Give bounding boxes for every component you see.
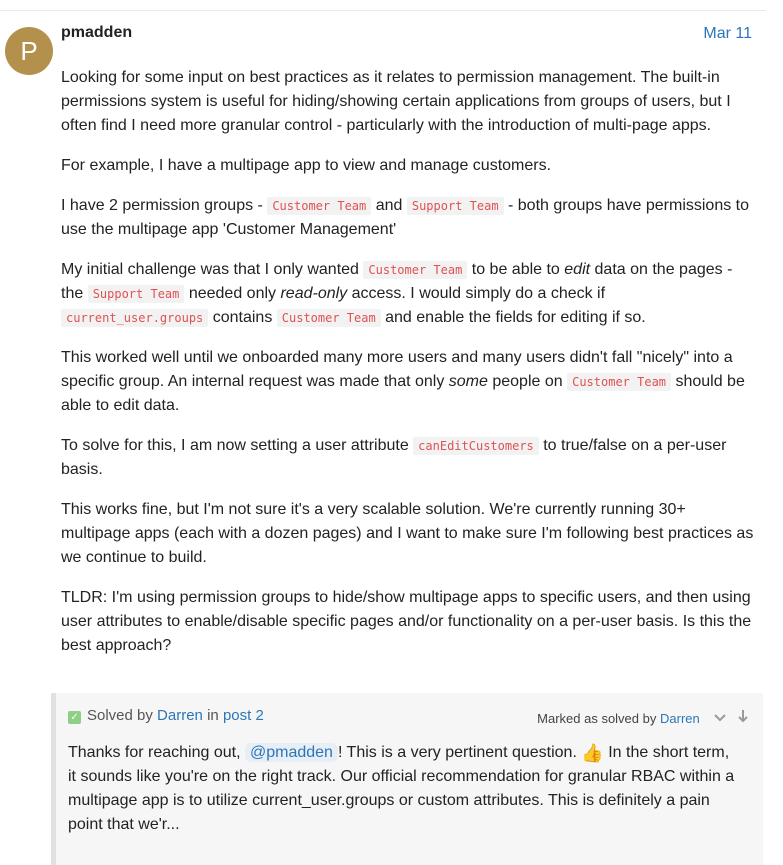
username[interactable]: pmadden (61, 24, 133, 41)
post-body (61, 66, 756, 674)
text-run: people on (487, 373, 568, 390)
text-run: ! This is a very pertinent question. (337, 744, 582, 761)
text-run: to be able to (467, 261, 565, 278)
answer-excerpt (68, 741, 738, 837)
solved-by-line (68, 707, 264, 724)
post-date[interactable]: Mar 11 (703, 25, 752, 42)
paragraph (61, 434, 756, 482)
text-run: My initial challenge was that I only wanted (61, 261, 364, 278)
paragraph: TLDR: I'm using permission groups to hide/show multipage apps to specific users, and then using user attributes to enable/disable specific pages and/or functionality on a per-user basis. Is this the best approach? (61, 589, 752, 654)
text-run: Thanks for reaching out, (68, 744, 245, 761)
chevron-down-icon[interactable] (713, 710, 727, 726)
arrow-down-icon[interactable] (737, 709, 749, 726)
top-divider (0, 10, 766, 11)
check-icon: ✓ (68, 711, 81, 724)
inline-code: Customer Team (267, 197, 371, 215)
inline-code: Customer Team (567, 373, 671, 391)
avatar-letter: P (20, 36, 38, 66)
thumbs-up-icon: 👍 (581, 743, 604, 763)
in-label: in (207, 707, 219, 724)
text-run: I have 2 permission groups - (61, 197, 268, 214)
inline-code: current_user.groups (61, 309, 208, 327)
text-run: to true/false on a per-user basis. (61, 437, 727, 478)
user-mention[interactable]: @pmadden (245, 743, 338, 762)
text-run: and enable the fields for editing if so. (380, 309, 646, 326)
paragraph: For example, I have a multipage app to view and manage customers. (61, 157, 552, 174)
emphasis: some (448, 373, 488, 390)
text-run: This worked well until we onboarded many more users and many users didn't fall "nicely" into a specific group. An internal request was made that only (61, 349, 733, 390)
solved-by-label: Solved by (87, 707, 153, 724)
text-run: data on the pages - the (61, 261, 733, 302)
marked-as-solved (537, 709, 749, 726)
paragraph: Looking for some input on best practices as it relates to permission management. The built-in permissions system is useful for hiding/showing certain applications from groups of users, but I often find I need more granular control - particularly with the introduction of multi-page apps. (61, 69, 731, 134)
text-run: needed only (184, 285, 281, 302)
inline-code: Customer Team (277, 309, 381, 327)
emphasis: edit (564, 261, 591, 278)
marked-by-link[interactable]: Darren (660, 711, 700, 726)
inline-code: canEditCustomers (413, 437, 539, 455)
text-run: access. I would simply do a check if (347, 285, 606, 302)
text-run: In the short term, it sounds like you're on the right track. Our official recommendation for granular RBAC within a multipage app is to utilize current_user.groups or custom attributes. This is definitely a pain point that we'r... (68, 744, 735, 833)
text-run: should be able to edit data. (61, 373, 745, 414)
accepted-answer-box[interactable] (51, 693, 763, 865)
inline-code: Support Team (88, 285, 185, 303)
paragraph (61, 346, 756, 418)
marked-label: Marked as solved by (537, 711, 657, 726)
text-run: contains (208, 309, 277, 326)
avatar[interactable] (5, 27, 53, 75)
text-run: and (371, 197, 407, 214)
post-link[interactable]: post 2 (222, 707, 264, 724)
paragraph: This works fine, but I'm not sure it's a very scalable solution. We're currently running 30+ multipage apps (each with a dozen pages) and I want to make sure I'm following best practices as we continue to build. (61, 501, 754, 566)
solver-link[interactable]: Darren (157, 707, 203, 724)
emphasis: read-only (280, 285, 348, 302)
text-run: - both groups have permissions to use the multipage app 'Customer Management' (61, 197, 750, 238)
inline-code: Support Team (407, 197, 504, 215)
text-run: To solve for this, I am now setting a user attribute (61, 437, 414, 454)
paragraph (61, 258, 756, 330)
paragraph (61, 194, 756, 242)
inline-code: Customer Team (363, 261, 467, 279)
